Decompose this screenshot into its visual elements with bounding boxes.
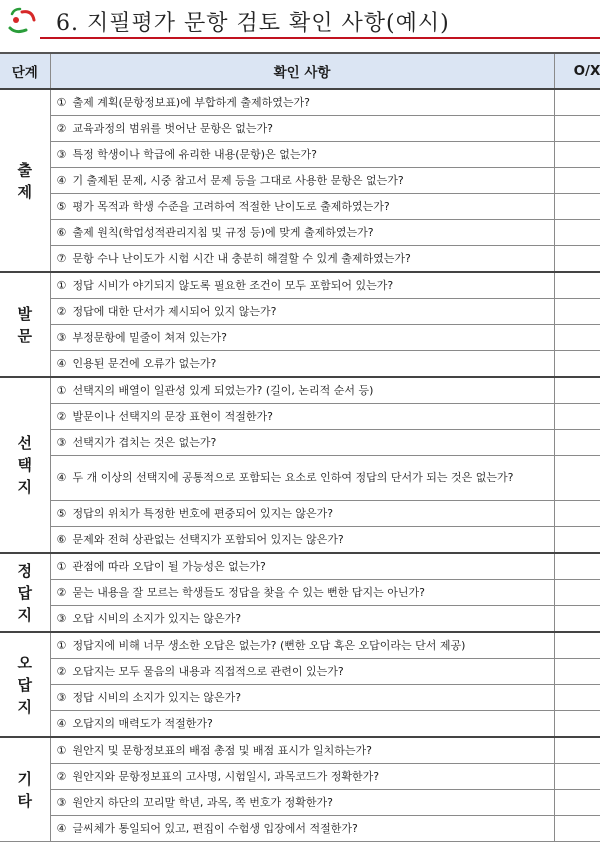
table-row xyxy=(0,737,600,764)
table-row xyxy=(0,501,600,527)
table-row xyxy=(0,790,600,816)
item-number: ⑦ xyxy=(56,251,67,265)
check-item xyxy=(50,632,554,659)
stage-label-char: 선 xyxy=(17,434,32,452)
item-text: 문제와 전혀 상관없는 선택지가 포함되어 있지는 않은가? xyxy=(72,532,344,546)
stage-label-char: 지 xyxy=(17,478,32,496)
ox-check-cell[interactable] xyxy=(554,246,600,273)
check-item xyxy=(50,89,554,116)
table-row xyxy=(0,116,600,142)
table-row xyxy=(0,764,600,790)
check-item xyxy=(50,816,554,842)
table-row xyxy=(0,456,600,501)
item-number: ④ xyxy=(56,356,67,370)
check-item xyxy=(50,116,554,142)
check-item xyxy=(50,377,554,404)
check-item xyxy=(50,685,554,711)
stage-group xyxy=(0,553,600,632)
ox-check-cell[interactable] xyxy=(554,116,600,142)
table-row xyxy=(0,606,600,633)
stage-label xyxy=(0,89,50,272)
stage-label xyxy=(0,272,50,377)
check-item xyxy=(50,711,554,738)
check-item xyxy=(50,580,554,606)
table-row xyxy=(0,89,600,116)
item-text: 정답지에 비해 너무 생소한 오답은 없는가? (뻔한 오답 혹은 오답이라는 단서 제공) xyxy=(72,638,466,652)
ox-check-cell[interactable] xyxy=(554,790,600,816)
stage-label-char: 택 xyxy=(17,456,32,474)
item-text: 선택지가 겹치는 것은 없는가? xyxy=(72,435,217,449)
item-number: ① xyxy=(56,95,67,109)
table-row xyxy=(0,685,600,711)
item-number: ⑥ xyxy=(56,532,67,546)
item-number: ③ xyxy=(56,147,67,161)
item-number: ③ xyxy=(56,611,67,625)
check-item xyxy=(50,325,554,351)
table-row xyxy=(0,351,600,378)
item-text: 부정문항에 밑줄이 쳐져 있는가? xyxy=(72,330,227,344)
ox-check-cell[interactable] xyxy=(554,142,600,168)
check-item xyxy=(50,168,554,194)
item-number: ② xyxy=(56,304,67,318)
table-row xyxy=(0,404,600,430)
item-number: ② xyxy=(56,769,67,783)
column-header-stage: 단계 xyxy=(0,53,50,89)
table-row xyxy=(0,220,600,246)
item-number: ③ xyxy=(56,690,67,704)
item-text: 교육과정의 범위를 벗어난 문항은 없는가? xyxy=(72,121,273,135)
check-item xyxy=(50,430,554,456)
stage-group xyxy=(0,89,600,272)
item-text: 관점에 따라 오답이 될 가능성은 없는가? xyxy=(72,559,266,573)
item-number: ④ xyxy=(56,173,67,187)
ox-check-cell[interactable] xyxy=(554,737,600,764)
table-row xyxy=(0,377,600,404)
check-item xyxy=(50,790,554,816)
title-underline xyxy=(40,37,600,39)
item-text: 인용된 문건에 오류가 없는가? xyxy=(72,356,217,370)
ox-check-cell[interactable] xyxy=(554,659,600,685)
ox-check-cell[interactable] xyxy=(554,299,600,325)
stage-label xyxy=(0,737,50,842)
ox-check-cell[interactable] xyxy=(554,816,600,842)
stage-group xyxy=(0,272,600,377)
table-row xyxy=(0,272,600,299)
ox-check-cell[interactable] xyxy=(554,430,600,456)
item-number: ④ xyxy=(56,821,67,835)
page-title: 6. 지필평가 문항 검토 확인 사항(예시) xyxy=(56,11,450,36)
stage-label xyxy=(0,377,50,553)
stage-label-char: 문 xyxy=(17,326,32,345)
item-text: 출제 원칙(학업성적관리지침 및 규정 등)에 맞게 출제하였는가? xyxy=(72,225,374,239)
item-text: 오답 시비의 소지가 있지는 않은가? xyxy=(72,611,242,625)
item-text: 기 출제된 문제, 시중 참고서 문제 등을 그대로 사용한 문항은 없는가? xyxy=(72,173,404,187)
check-item xyxy=(50,272,554,299)
check-item xyxy=(50,220,554,246)
item-text: 오답지는 모두 물음의 내용과 직접적으로 관련이 있는가? xyxy=(72,664,344,678)
item-number: ① xyxy=(56,743,67,757)
stage-label-char: 기 xyxy=(17,769,32,788)
item-number: ③ xyxy=(56,330,67,344)
review-checklist-table xyxy=(0,52,600,842)
item-number: ① xyxy=(56,383,67,397)
item-text: 묻는 내용을 잘 모르는 학생들도 정답을 찾을 수 있는 뻔한 답지는 아닌가? xyxy=(72,585,425,599)
ox-check-cell[interactable] xyxy=(554,351,600,378)
item-number: ① xyxy=(56,559,67,573)
check-item xyxy=(50,142,554,168)
check-item xyxy=(50,351,554,378)
item-number: ② xyxy=(56,664,67,678)
item-text: 정답의 위치가 특정한 번호에 편중되어 있지는 않은가? xyxy=(72,506,334,520)
ox-check-cell[interactable] xyxy=(554,527,600,554)
stage-label-char: 제 xyxy=(17,182,32,201)
stage-label-char: 출 xyxy=(17,160,32,179)
check-item xyxy=(50,404,554,430)
column-header-ox: O/X xyxy=(554,53,600,89)
table-row xyxy=(0,632,600,659)
ox-check-cell[interactable] xyxy=(554,404,600,430)
stage-label-char: 오 xyxy=(17,653,32,672)
table-row xyxy=(0,816,600,842)
item-number: ③ xyxy=(56,795,67,809)
page-header xyxy=(0,0,600,42)
item-number: ② xyxy=(56,409,67,423)
item-text: 정답 시비가 야기되지 않도록 필요한 조건이 모두 포함되어 있는가? xyxy=(72,278,394,292)
check-item xyxy=(50,456,554,501)
ox-check-cell[interactable] xyxy=(554,632,600,659)
table-row xyxy=(0,194,600,220)
stage-label-char: 답 xyxy=(17,583,32,602)
check-item xyxy=(50,246,554,273)
ox-check-cell[interactable] xyxy=(554,606,600,633)
ox-check-cell[interactable] xyxy=(554,764,600,790)
item-text: 선택지의 배열이 일관성 있게 되었는가? (길이, 논리적 순서 등) xyxy=(72,383,374,397)
swirl-logo-icon xyxy=(6,6,40,36)
table-row xyxy=(0,711,600,738)
check-item xyxy=(50,659,554,685)
check-item xyxy=(50,606,554,633)
ox-check-cell[interactable] xyxy=(554,168,600,194)
stage-group xyxy=(0,377,600,553)
stage-label-char: 발 xyxy=(17,304,32,323)
ox-check-cell[interactable] xyxy=(554,272,600,299)
item-text: 특정 학생이나 학급에 유리한 내용(문항)은 없는가? xyxy=(72,147,317,161)
ox-check-cell[interactable] xyxy=(554,89,600,116)
ox-check-cell[interactable] xyxy=(554,711,600,738)
column-header-check-items: 확인 사항 xyxy=(50,53,554,89)
item-number: ⑤ xyxy=(56,199,67,213)
item-number: ⑤ xyxy=(56,506,67,520)
item-text: 오답지의 매력도가 적절한가? xyxy=(72,716,213,730)
item-number: ② xyxy=(56,585,67,599)
table-row xyxy=(0,168,600,194)
item-number: ③ xyxy=(56,435,67,449)
ox-check-cell[interactable] xyxy=(554,377,600,404)
item-text: 원안지 및 문항정보표의 배점 총점 및 배점 표시가 일치하는가? xyxy=(72,743,372,757)
item-text: 출제 계획(문항정보표)에 부합하게 출제하였는가? xyxy=(72,95,310,109)
ox-check-cell[interactable] xyxy=(554,501,600,527)
table-row xyxy=(0,299,600,325)
item-text: 정답에 대한 단서가 제시되어 있지 않는가? xyxy=(72,304,277,318)
ox-check-cell[interactable] xyxy=(554,194,600,220)
table-row xyxy=(0,246,600,273)
ox-check-cell[interactable] xyxy=(554,220,600,246)
table-row xyxy=(0,430,600,456)
check-item xyxy=(50,527,554,554)
ox-check-cell[interactable] xyxy=(554,325,600,351)
stage-label-char: 지 xyxy=(17,605,32,624)
item-number: ④ xyxy=(56,716,67,730)
item-text: 글씨체가 통일되어 있고, 편집이 수험생 입장에서 적절한가? xyxy=(72,821,358,835)
table-row xyxy=(0,527,600,554)
item-text: 문항 수나 난이도가 시험 시간 내 충분히 해결할 수 있게 출제하였는가? xyxy=(72,251,411,265)
check-item xyxy=(50,501,554,527)
stage-label xyxy=(0,553,50,632)
item-number: ① xyxy=(56,638,67,652)
item-text: 두 개 이상의 선택지에 공통적으로 포함되는 요소로 인하여 정답의 단서가 되는 것은 없는가? xyxy=(72,471,514,484)
check-item xyxy=(50,553,554,580)
table-row xyxy=(0,659,600,685)
table-row xyxy=(0,325,600,351)
item-text: 발문이나 선택지의 문장 표현이 적절한가? xyxy=(72,409,273,423)
stage-group xyxy=(0,737,600,842)
item-text: 정답 시비의 소지가 있지는 않은가? xyxy=(72,690,242,704)
ox-check-cell[interactable] xyxy=(554,553,600,580)
ox-check-cell[interactable] xyxy=(554,456,600,501)
table-row xyxy=(0,580,600,606)
item-number: ② xyxy=(56,121,67,135)
stage-label-char: 정 xyxy=(17,561,32,580)
stage-label xyxy=(0,632,50,737)
item-number: ⑥ xyxy=(56,225,67,239)
item-text: 원안지 하단의 꼬리말 학년, 과목, 쪽 번호가 정확한가? xyxy=(72,795,333,809)
item-text: 원안지와 문항정보표의 고사명, 시험일시, 과목코드가 정확한가? xyxy=(72,769,380,783)
ox-check-cell[interactable] xyxy=(554,580,600,606)
check-item xyxy=(50,764,554,790)
ox-check-cell[interactable] xyxy=(554,685,600,711)
stage-label-char: 답 xyxy=(17,675,32,694)
check-item xyxy=(50,737,554,764)
table-row xyxy=(0,142,600,168)
check-item xyxy=(50,299,554,325)
check-item xyxy=(50,194,554,220)
stage-label-char: 지 xyxy=(17,697,32,716)
table-row xyxy=(0,553,600,580)
table-header-row xyxy=(0,53,600,89)
item-text: 평가 목적과 학생 수준을 고려하여 적절한 난이도로 출제하였는가? xyxy=(72,199,390,213)
stage-group xyxy=(0,632,600,737)
stage-label-char: 타 xyxy=(17,791,32,810)
item-number: ① xyxy=(56,278,67,292)
item-number: ④ xyxy=(56,471,67,484)
